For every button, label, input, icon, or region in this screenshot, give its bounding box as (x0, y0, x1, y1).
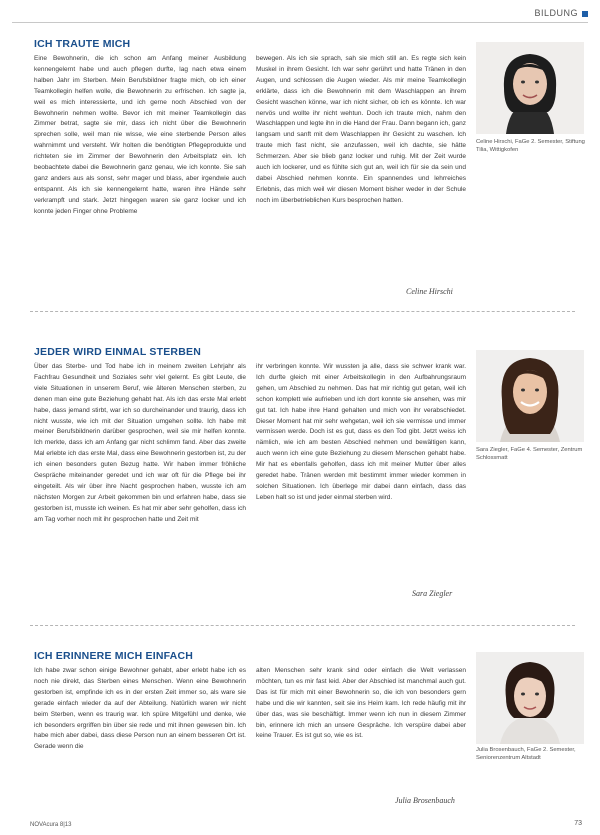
author-photo (476, 350, 584, 442)
photo-caption: Celine Hirschi, FaGe 2. Semester, Stiftung Tilia, Wittigkofen (476, 139, 585, 153)
section-tag (534, 8, 588, 18)
section-square-icon (582, 11, 588, 17)
article-text-col2: ihr verbringen konnte. Wir wussten ja alle, dass sie schwer krank war. Ich durfte gleich mit einer Arbeitskollegin in den Aufbahrungsraum gehen, um Abschied zu nehmen. Das hat mir richtig gut getan, weil ich schon komplett wie aufrieben und ich dort konnte sie ansehen, was mir gut tat. Ich habe ihre Hand gehalten und mich von ihr verabschiedet. Dieser Moment hat mir sehr wehgetan, weil ich sie vermisse und immer vermissen werde. Doch ist es gut, dass es den Tod gibt. Jetzt weiss ich nämlich, wie ich am besten Abschied nehmen und bewältigen kann, auch wenn ich eine gute Beziehung zu diesem Menschen gehabt habe. Mir hat es ebenfalls geholfen, dass ich mit meiner Mutter über alles geredet habe. Tränen werden mit bestimmt immer wieder kommen in solchen Situationen. Ich überlege mir dabei dann einfach, dass das Leben halt so ist und jeder einmal sterben wird. (256, 363, 466, 501)
author-photo (476, 652, 584, 744)
section-label: BILDUNG (534, 8, 578, 18)
page-number: 73 (574, 820, 582, 827)
article-author: Sara Ziegler (412, 589, 453, 598)
article-text-col1: Über das Sterbe- und Tod habe ich in meinem zweiten Lehrjahr als Fachfrau Gesundheit und Soziales sehr viel gelernt. Es gibt Leute, die viele Situationen in unserem Beruf, wie älteren Menschen sterben, zu denen man eine gute Beziehung gehabt hat. Als ich das erste Mal erlebt habe, dass jemand stirbt, war ich so durcheinander und traurig, dass ich nicht wusste, wie ich mit der Situation umgehen sollte. Ich habe mit meiner Berufsbildnerin darüber gesprochen, weil sie mir helfen konnte. Ich merkte, dass ich am Anfang gar nicht schlimm fand. Aber das zweite Mal erlebte ich das erste Mal, dass eine Bewohnerin gestorben ist, zu der ich einen besonders guten Bezug hatte. Wir haben immer fröhliche Gespräche miteinander geredet und ich war oft für die Pflege bei ihr eingeteilt. Als wir über ihre Nacht gesprochen haben, wusste ich am nächsten Morgen zur Arbeit gekommen bin und erfahren habe, dass sie gestorben ist, musste ich weinen. Es hat mir aber sehr geholfen, dass ich am Tag vorher noch mit ihr gesprochen hatte und Zeit mit (34, 363, 246, 523)
article-title: ICH ERINNERE MICH EINFACH (34, 650, 194, 662)
article-text-col1: Ich habe zwar schon einige Bewohner gehabt, aber erlebt habe ich es noch nie direkt, das Sterben eines Menschen. Wenn eine Bewohnerin gestorben ist, empfinde ich es in der ersten Zeit immer so, als ware sie gerade einfach wieder da auf der Abteilung. Natürlich waren wir nicht beim Sterben, wenn es traurig war. Ich spüre Mitgefühl und denke, wie ich besonders ergriffen bin über sie rede und mit ihnen gewesen bin. Ich habe mich aber dabei, dass diese Person nun an einem besseren Ort ist. Gerade wenn die (34, 667, 246, 751)
article-text-col2: bewegen. Als ich sie sprach, sah sie mich still an. Es regte sich kein Muskel in ihrem Gesicht. Ich war sehr gerührt und hatte Tränen in den Augen, und schlossen die Augen wieder. Als mir meine Teamkollegin erklärte, dass ich die Bewohnerin mit dem Waschlappen an ihrem Gesicht waschen könne, war ich nicht sicher, ob ich es könnte. Ich war nervös und wollte ihr nicht wehtun. Doch ich traute mich, nahm den Waschlappen und legte ihn in die Hand der Frau. Dann begann ich, ganz langsam und sanft mit dem Waschlappen ihr Gesicht zu waschen. Ich traute mich fast nicht, sie anzufassen, weil ich dachte, sie hätte Schmerzen. Aber sie blieb ganz locker und ruhig. Mit der Zeit wurde auch ich lockerer, und es fühlte sich gut an, weil ich für sie da sein und dabei Abschied nehmen konnte. Ein spannendes und lehrreiches Erlebnis, das mich weil wir diesen Moment bisher weder in der Schule noch im überbetrieblichen Kurs besprochen hatten. (256, 55, 466, 204)
photo-caption: Julia Brosenbauch, FaGe 2. Semester, Seniorenzentrum Altstadt (476, 747, 576, 761)
article-text-col1: Eine Bewohnerin, die ich schon am Anfang meiner Ausbildung kennengelernt habe und auch pflegen durfte, lag nach etwa einem halben Jahr im Sterben. Mein Berufsbildner fragte mich, ob ich einer Teamkollegin helfen wolle, die Bewohnerin zu erfrischen. Ich sagte ja, weil es mich interessierte, und ich gerne noch Abschied von der Bewohnerin nehmen wollte. Bevor ich mit meiner Teamkollegin das Zimmer betrat, sagte sie mir, dass ich nicht über die Bewohnerin sprechen solle, weil man nie wisse, wie eine sterbende Person alles wahrnimmt und versteht. Wir holten die benötigten Pflegeprodukte und richteten sie im Zimmer der Bewohnerin den Arbeitsplatz ein. Ich beobachtete dabei die Bewohnerin ganz genau, wie ich konnte. Sie sah ganz anders aus als sonst, sehr mager und blass, aber irgendwie auch entspannt. Als ich sie kennengelernt hatte, waren ihre Hände sehr verkrampft und stark. Jetzt hingegen waren sie ganz locker und ich konnte jeden Finger ohne Probleme (34, 55, 246, 215)
article-title: JEDER WIRD EINMAL STERBEN (34, 346, 201, 358)
article-divider (30, 311, 575, 312)
article-author: Celine Hirschi (406, 287, 453, 296)
article-author: Julia Brosenbauch (395, 796, 455, 805)
photo-caption: Sara Ziegler, FaGe 4. Semester, Zentrum Schlossmatt (476, 447, 583, 461)
footer-magazine: NOVAcura 8|13 (30, 822, 72, 828)
article-title: ICH TRAUTE MICH (34, 38, 131, 50)
author-photo (476, 42, 584, 134)
article-divider (30, 625, 575, 626)
top-rule (12, 22, 588, 23)
article-text-col2: alten Menschen sehr krank sind oder einfach die Welt verlassen möchten, tun es mir fast leid. Aber der Abschied ist manchmal auch gut. Das ist für mich mit einer Bewohnerin so, die ich von besonders gern habe und die wir kannten, seit sie ins Heim kam. Ich rede häufig mit ihr über das, was sie beschäftigt. Immer wenn ich nun in diesem Zimmer bin, erinnere ich mich an unsere Gespräche. Ich verspüre dabei aber keine Trauer. Es ist gut so, wie es ist. (256, 667, 466, 740)
